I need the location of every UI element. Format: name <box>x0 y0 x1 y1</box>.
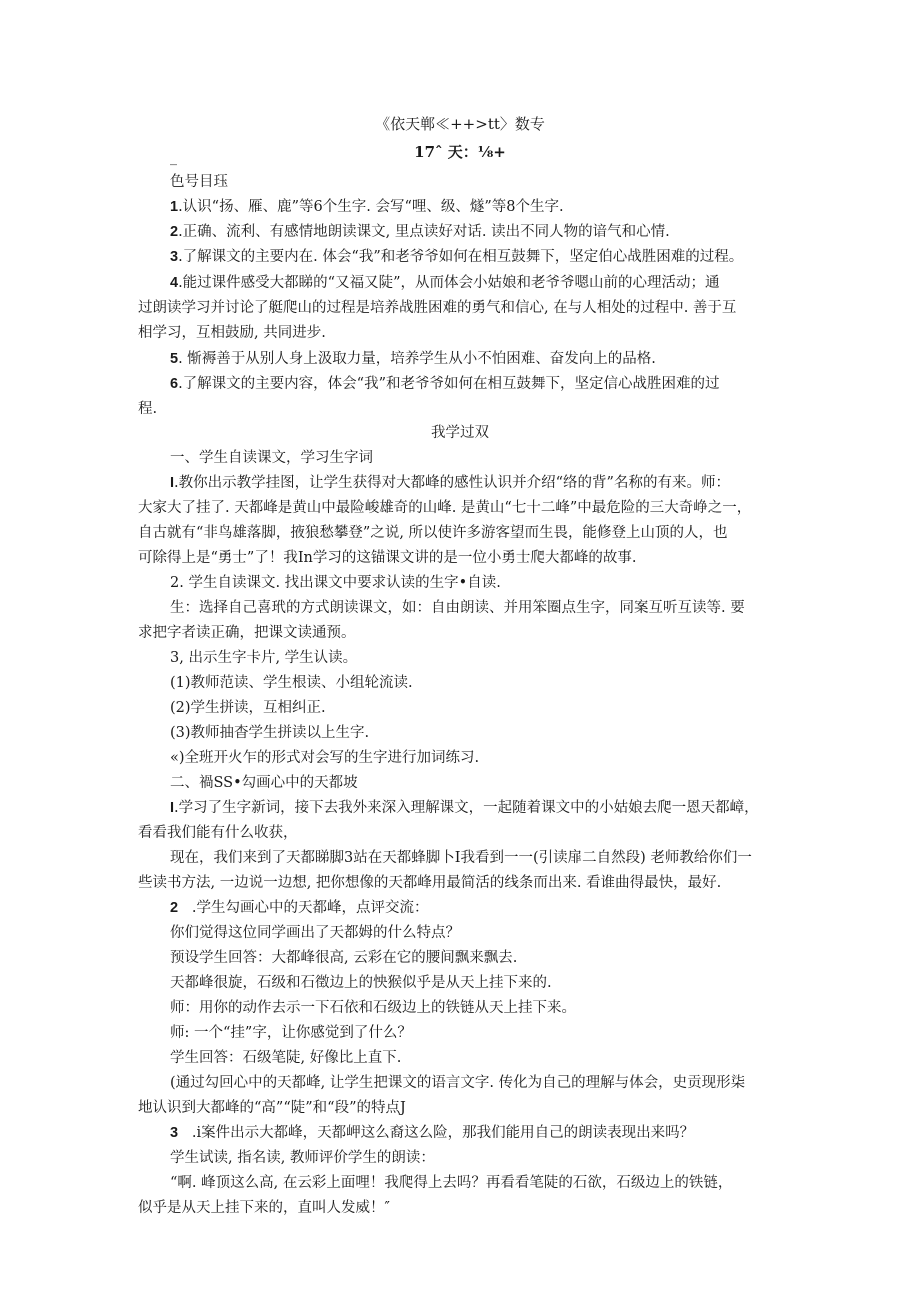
s2-line-3: 天都峰很旋，石级和石徵边上的怏猴似乎是从天上挂下来的. <box>170 975 552 991</box>
s2-line-5: 师: 一个“挂”字，让你感觉到了什么？ <box>170 1025 412 1041</box>
s2-line-2: 预设学生回答：大都峰很高, 云彩在它的腰间飘来飘去. <box>170 950 518 966</box>
s2-line-6: 学生回答：石级笔陡, 好像比上直下. <box>170 1050 402 1066</box>
objective-2: 2.正确、流利、有感情地朗读课文, 里点读好对话. 读出不同人物的谙气和心情. <box>170 224 670 240</box>
objective-3: 3.了解课文的主要内在. 体会“我”和老爷爷如何在相互鼓舞下，坚定伯心战胜困难的过程。 <box>170 249 744 265</box>
s1-item-1-line-4: 可除得上是“勇士”了！我In学习的这锚课文讲的是一位小勇士爬大都峰的故事. <box>138 550 637 566</box>
objective-6: 6.了解课文的主要内容，体会“我”和老爷爷如何在相互鼓舞下，坚定信心战胜困难的过 <box>170 376 720 392</box>
s1-item-2-detail-2: 求把字者读正确，把课文读通预。 <box>138 625 356 641</box>
objective-5: 5. 惭褥善于从别人身上汲取力量，培养学生从小不怕困难、奋发向上的品格. <box>170 351 656 367</box>
s1-item-2-detail-1: 生：选择自己喜玳的方式朗读课文，如：自由朗读、并用笨圈点生字，同案互听互读等. 要 <box>170 600 745 616</box>
s2-item-1-line-2: 看看我们能有什么收获， <box>138 825 298 841</box>
s2-quote-line-1: “啊. 峰顶这么高, 在云彩上面哩！我爬得上去吗？再看看笔陡的石欲，石级边上的铁链， <box>170 1175 733 1191</box>
section-2-heading: 二、禍SS•勾画心中的天都坡 <box>170 775 358 791</box>
objective-4-line-3: 相学习，互相鼓励, 共同进步. <box>138 325 326 341</box>
s2-note-line-1: (通过勾回心中的天都峰, 让学生把课文的语言文字. 传化为自己的理解与体会，史贡现形柒 <box>170 1075 746 1091</box>
s1-sub-4: «)全班开火乍的形式对会写的生字进行加词练习. <box>170 750 480 766</box>
section-1-heading: 一、学生自读课文，学习生字词 <box>170 450 373 466</box>
document-title: 《依天郸≪++>tt〉数专 <box>375 115 545 133</box>
s2-item-3: 3 .i案件出示大都峰，天都岬这么裔这么险，那我们能用自己的朗读表现出来吗？ <box>170 1125 695 1141</box>
objectives-heading: 色号目珏 <box>170 174 228 190</box>
s2-line-1: 你们觉得这位同学画出了天都姆的什么特点？ <box>170 925 460 941</box>
s1-item-1: I.教你出示教学挂图，让学生获得对大都峰的感性认识并介绍“络的背”名称的有来。师： <box>170 475 730 491</box>
s2-line-4: 师：用你的动作去示一下石依和石级边上的铁链从天上挂下来。 <box>170 1000 576 1016</box>
s1-item-2: 2. 学生自读课文. 找出课文中要求认读的生字•自读. <box>170 575 501 591</box>
s2-paragraph-line-2: 些读书方法, 一边说一边想, 把你想像的天都峰用最简活的线条而出来. 看谁曲得最快，最好. <box>138 875 722 891</box>
s2-item-1: I.学习了生字新词，接下去我外来深入理解课文，一起随着课文中的小姑娘去爬一恩天都嶂， <box>170 800 759 816</box>
s2-quote-line-2: 似乎是从天上挂下来的，直叫人发威！″ <box>138 1200 390 1216</box>
s2-item-2: 2 .学生勾画心中的天都峰，点评交流： <box>170 900 429 916</box>
s2-note-line-2: 地认识到大都峰的“高”“陡”和“段”的特点J <box>138 1100 406 1116</box>
process-heading: 我学过双 <box>431 425 489 441</box>
s1-sub-1: (1)教师范读、学生根读、小组轮流读. <box>170 675 413 691</box>
s1-item-1-line-3: 自古就有“非鸟雄落脚，掖狼愁攀登”之说, 所以使许多游客望而生畏，能修登上山顶的人，也 <box>138 525 728 541</box>
s2-paragraph-line-1: 现在，我们来到了天都睇脚3站在天都蜂脚卜I我看到一一(引读扉二自然段) 老师教给你们一 <box>170 850 752 866</box>
s1-sub-2: (2)学生拼读，互相纠正. <box>170 700 326 716</box>
s1-sub-3: (3)教师抽杳学生拼读以上生字. <box>170 725 370 741</box>
objective-1: 1.认识“扬、雁、鹿”等6个生字. 会写“哩、级、燧”等8个生字. <box>170 199 564 215</box>
s1-item-3: 3, 出示生字卡片, 学生认读。 <box>170 650 358 666</box>
separator-mark: _ <box>170 150 177 166</box>
objective-4: 4.能过课件感受大都睇的“又福又陡”，从而体会小姑娘和老爷爷嗯山前的心理活动；通 <box>170 275 720 291</box>
s1-item-1-line-2: 大家大了挂了. 天都峰是黄山中最险峻雄奇的山峰. 是黄山“七十二峰”中最危险的三大奇峥之一， <box>138 500 752 516</box>
objective-6-line-2: 程. <box>138 401 158 417</box>
document-subtitle: 17ˆ 天：⅛+ <box>414 143 506 161</box>
objective-4-line-2: 过朗读学习并讨论了艇爬山的过程是培养战胜困难的勇气和信心, 在与人相处的过程中. 善于互 <box>138 300 737 316</box>
s2-item-3-a: 学生试读, 指名读, 教师评价学生的朗读： <box>170 1150 435 1166</box>
